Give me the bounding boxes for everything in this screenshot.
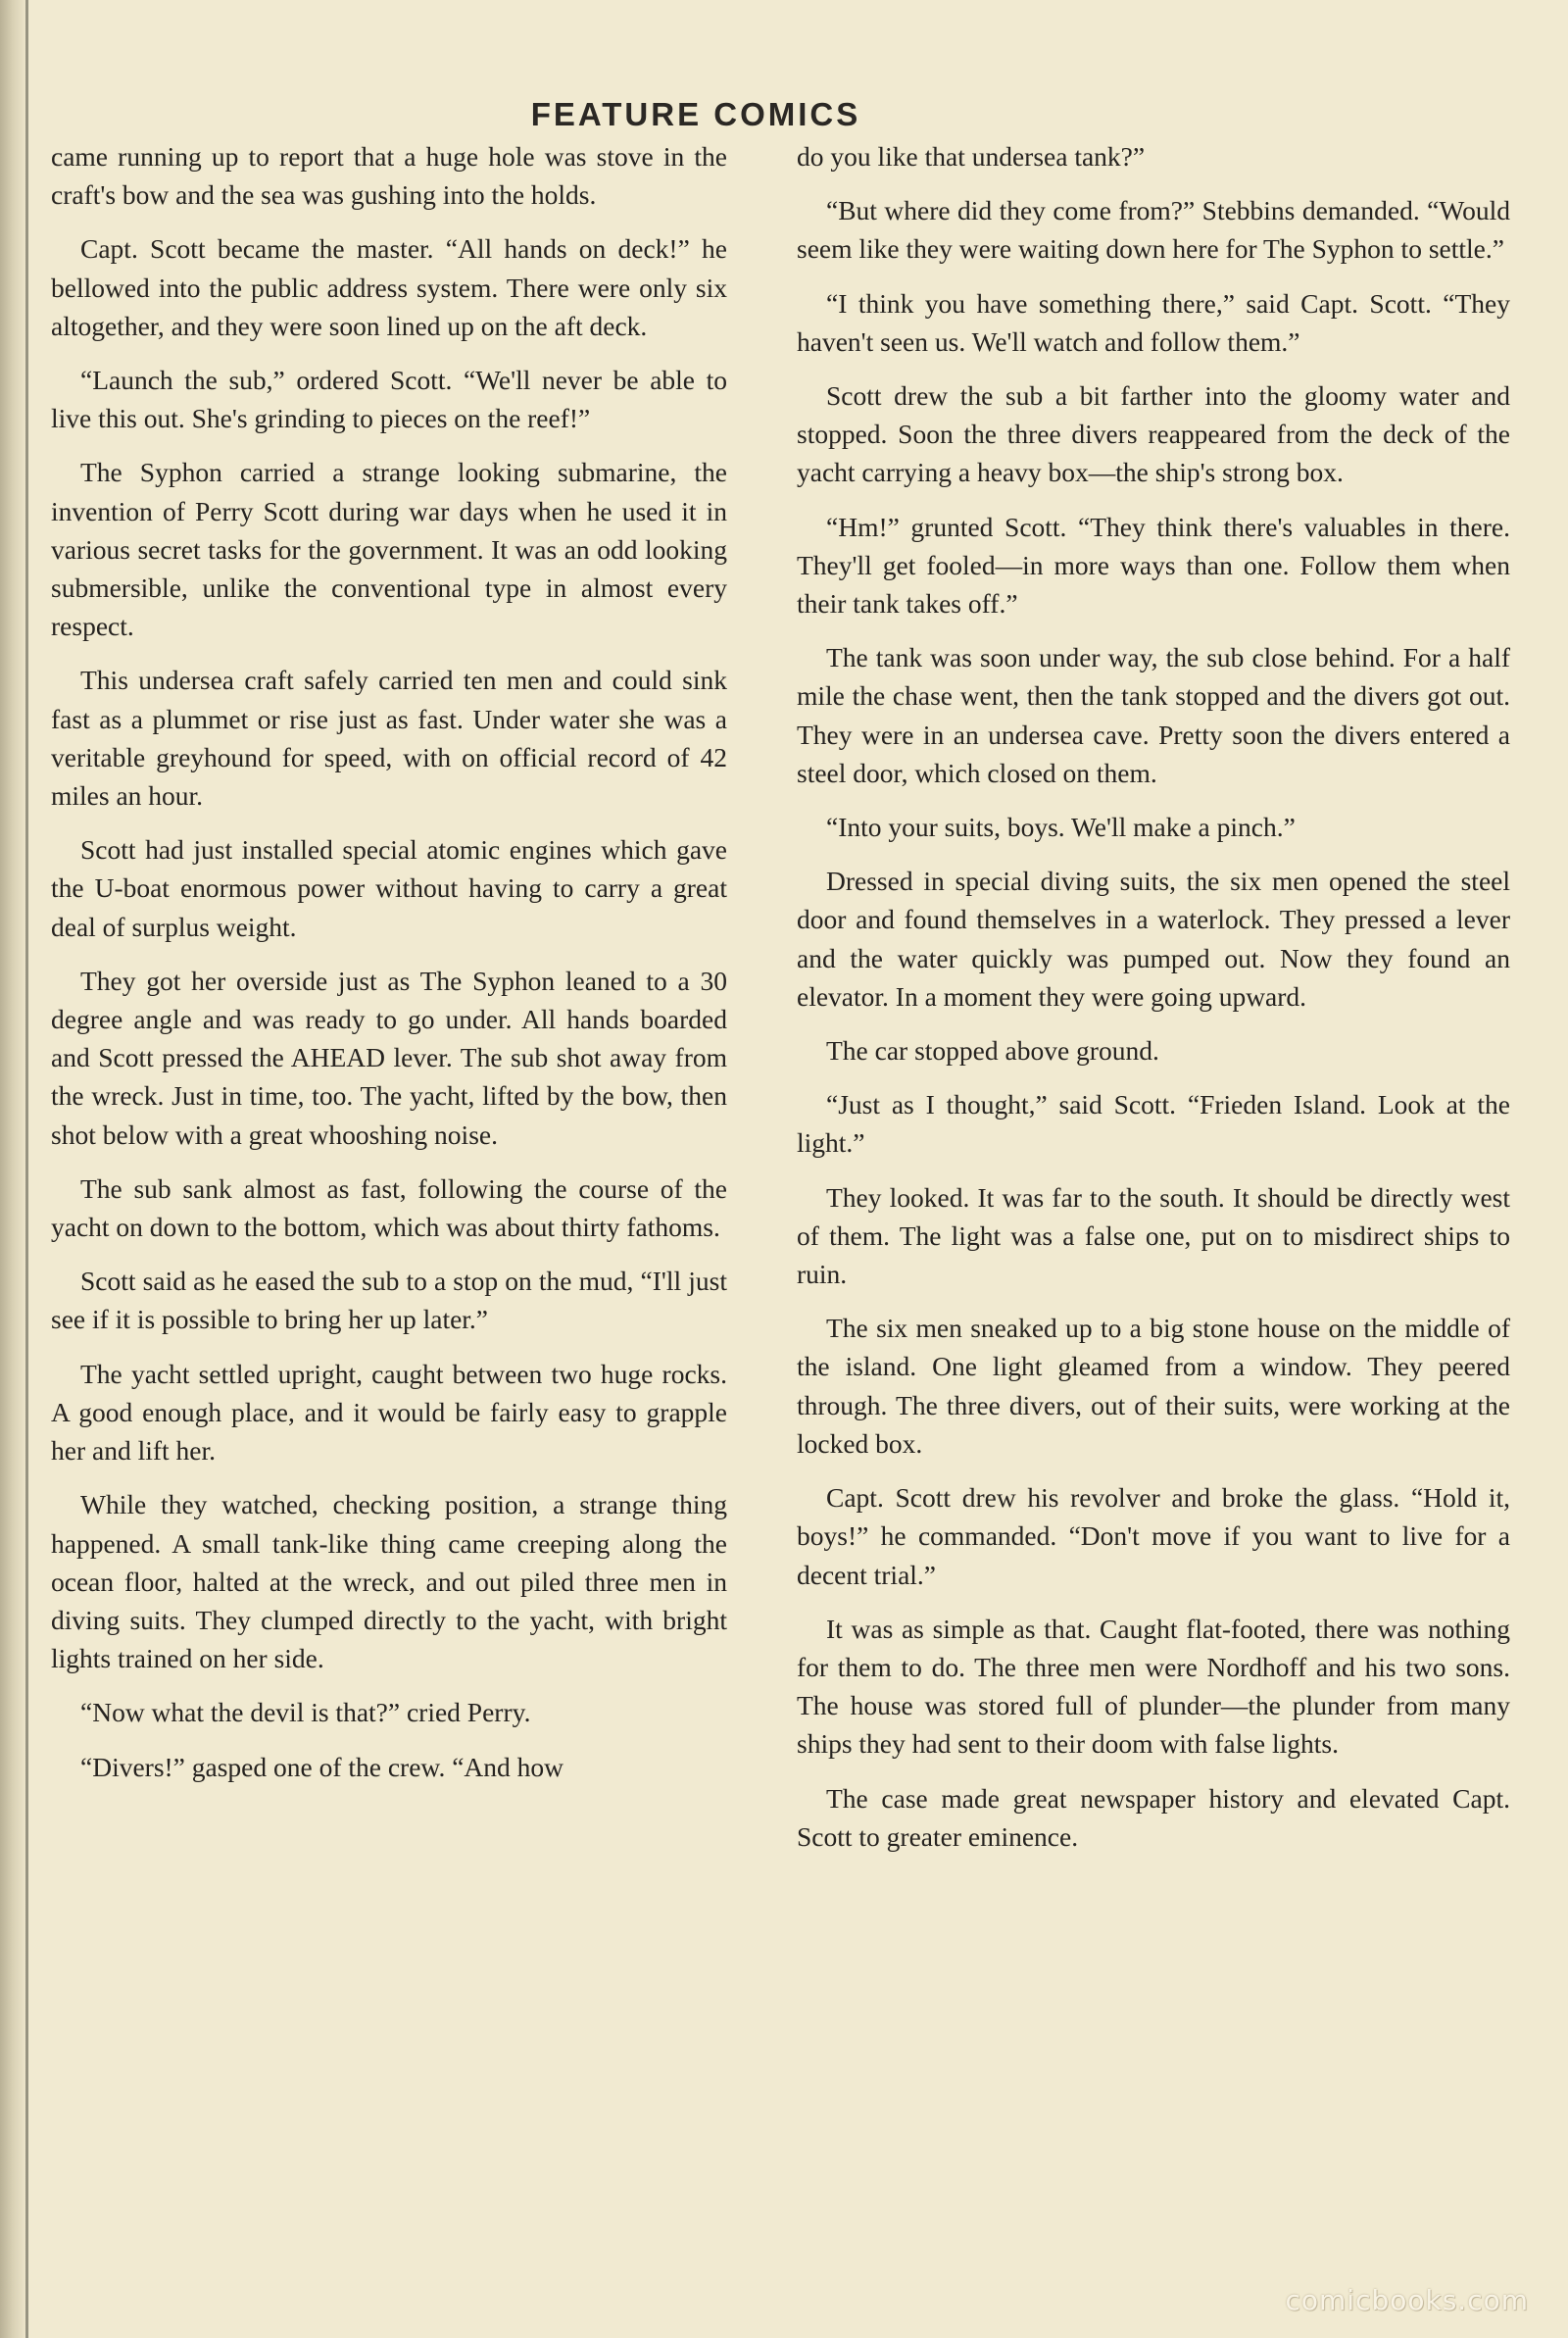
paragraph: The yacht settled upright, caught between two huge rocks. A good enough place, and it would be fairly easy to grapple her and lift her.: [51, 1358, 727, 1467]
paragraph: Capt. Scott drew his revolver and broke the glass. “Hold it, boys!” he commanded. “Don't move if you want to live for a decent trial.”: [797, 1482, 1510, 1590]
paragraph: “I think you have something there,” said Capt. Scott. “They haven't seen us. We'll watch and follow them.”: [797, 287, 1510, 357]
page-binding-edge: [0, 0, 25, 2338]
paragraph: While they watched, checking position, a strange thing happened. A small tank-like thing came creeping along the ocean floor, halted at the wreck, and out piled three men in diving suits. They clumped directly to the yacht, with bright lights trained on her side.: [51, 1489, 727, 1674]
paragraph: Capt. Scott became the master. “All hands on deck!” he bellowed into the public address system. There were only six altogether, and they were soon lined up on the aft deck.: [51, 233, 727, 341]
paragraph: The car stopped above ground.: [826, 1035, 1159, 1067]
right-text-column: [797, 137, 1510, 1871]
paragraph: The Syphon carried a strange looking submarine, the invention of Perry Scott during war days when he used it in various secret tasks for the government. It was an odd looking submersible, unlike the conventional type in almost every respect.: [51, 457, 727, 642]
paragraph: came running up to report that a huge hole was stove in the craft's bow and the sea was gushing into the holds.: [51, 141, 727, 211]
paragraph: “Hm!” grunted Scott. “They think there's valuables in there. They'll get fooled—in more ways than one. Follow them when their tank takes off.”: [797, 511, 1510, 620]
paragraph: The sub sank almost as fast, following the course of the yacht on down to the bottom, which was about thirty fathoms.: [51, 1172, 727, 1243]
paragraph: The six men sneaked up to a big stone house on the middle of the island. One light gleamed from a window. They peered through. The three divers, out of their suits, were working at the locked box.: [797, 1313, 1510, 1459]
paragraph: The case made great newspaper history and elevated Capt. Scott to greater eminence.: [797, 1782, 1510, 1852]
paragraph: “Divers!” gasped one of the crew. “And how: [80, 1751, 564, 1782]
paragraph: Scott had just installed special atomic engines which gave the U-boat enormous power without having to carry a great deal of surplus weight.: [51, 834, 727, 942]
paragraph: “Into your suits, boys. We'll make a pinch.”: [826, 812, 1296, 843]
paragraph: They got her overside just as The Syphon leaned to a 30 degree angle and was ready to go under. All hands boarded and Scott pressed the AHEAD lever. The sub shot away from the wreck. Just in time, too. The yacht, lifted by the bow, then shot below with a great whooshing noise.: [51, 965, 727, 1150]
paragraph: “But where did they come from?” Stebbins demanded. “Would seem like they were waiting down here for The Syphon to settle.”: [797, 195, 1510, 265]
page-fold-shadow: [25, 0, 28, 2338]
paragraph: The tank was soon under way, the sub close behind. For a half mile the chase went, then the tank stopped and the divers got out. They were in an undersea cave. Pretty soon the divers entered a steel door, which closed on them.: [797, 642, 1510, 788]
paragraph: “Launch the sub,” ordered Scott. “We'll never be able to live this out. She's grinding to pieces on the reef!”: [51, 365, 727, 434]
watermark: comicbooks.com: [1285, 2284, 1529, 2316]
paragraph: Scott drew the sub a bit farther into the gloomy water and stopped. Soon the three divers reappeared from the deck of the yacht carrying a heavy box—the ship's strong box.: [797, 380, 1510, 488]
paragraph: It was as simple as that. Caught flat-footed, there was nothing for them to do. The three men were Nordhoff and his two sons. The house was stored full of plunder—the plunder from many ships they had sent to their doom with false lights.: [797, 1613, 1510, 1760]
paragraph: This undersea craft safely carried ten men and could sink fast as a plummet or rise just as fast. Under water she was a veritable greyhound for speed, with on official record of 42 miles an hour.: [51, 665, 727, 812]
paragraph: “Now what the devil is that?” cried Perry.: [80, 1697, 531, 1728]
paragraph: They looked. It was far to the south. It should be directly west of them. The light was a false one, put on to misdirect ships to ruin.: [797, 1181, 1510, 1290]
paragraph: “Just as I thought,” said Scott. “Frieden Island. Look at the light.”: [797, 1089, 1510, 1159]
paragraph: do you like that undersea tank?”: [797, 141, 1146, 172]
left-text-column: [51, 137, 727, 1802]
paragraph: Dressed in special diving suits, the six men opened the steel door and found themselves in a waterlock. They pressed a lever and the water quickly was pumped out. Now they found an elevator. In a moment they were going upward.: [797, 866, 1510, 1012]
page-title: FEATURE COMICS: [530, 96, 861, 132]
paragraph: Scott said as he eased the sub to a stop on the mud, “I'll just see if it is possible to bring her up later.”: [51, 1266, 727, 1335]
